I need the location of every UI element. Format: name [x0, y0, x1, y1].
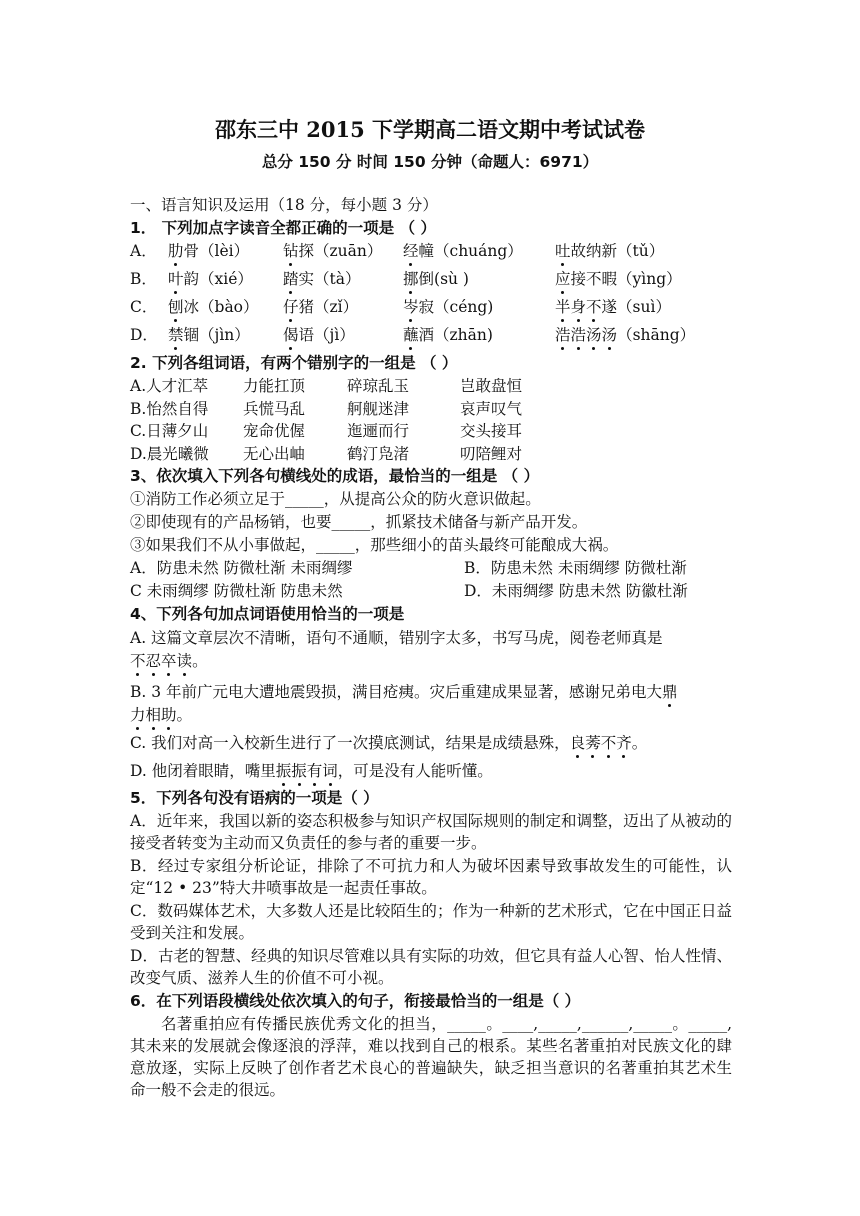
q1-option-label: D． [130, 326, 158, 344]
q3-stem: 3、依次填入下列各句横线处的成语，最恰当的一组是 （ ） [130, 467, 540, 485]
q5-option-b: B．经过专家组分析论证，排除了不可抗力和人为破坏因素导致事故发生的可能性，认定“12 • 23”特大井喷事故是一起责任事故。 [130, 857, 732, 897]
q2-option-word: 叨陪鲤对 [460, 444, 523, 463]
text: （shāng） [617, 326, 696, 344]
emphasis-char: 应 [555, 270, 571, 288]
emphasis-char: 蘸 [403, 326, 419, 344]
q5-option-d: D．古老的智慧、经典的知识尽管难以具有实际的功效，但它具有益人心智、怡人性情、改变气质、滋养人生的价值不可小视。 [130, 947, 732, 987]
emphasis-char: 汤 [601, 326, 618, 344]
q2-option-word: 碎琼乱玉 [347, 377, 410, 395]
dotted-word [403, 298, 419, 316]
emphasis-char: 齐 [616, 734, 632, 752]
dotted-word [168, 326, 184, 344]
text: 猪（zǐ） [298, 298, 359, 316]
text: 。 [192, 652, 208, 670]
q1-option-item [403, 296, 493, 318]
dotted-word [276, 762, 338, 780]
q2-option-word: 舸舰迷津 [347, 399, 410, 418]
emphasis-char: 助 [161, 706, 177, 724]
dotted-word [168, 242, 184, 260]
q4-option-d [130, 760, 493, 782]
text: 故纳新（tǔ） [570, 242, 665, 260]
dotted-word [283, 298, 299, 316]
q2-option-word: 宠命优偓 [243, 422, 306, 440]
text: 探（zuān） [298, 242, 383, 260]
q2-option-word: 力能扛顶 [243, 377, 306, 395]
q1-option-label: C． [130, 298, 158, 316]
emphasis-char: 卒 [161, 652, 177, 670]
q6-passage: 名著重拍应有传播民族优秀文化的担当，_____。____,_____,______,_____。_____,其未来的发展就会像逐浪的浮萍，难以找到自己的根系。某些名著重拍对民族文化的肆意放逐，实际上反映了创作者艺术良心的普遍缺失，缺乏担当意识的名著重拍其艺术生命一般不会走的很远。 [130, 1015, 732, 1099]
text: 。 [176, 706, 193, 724]
emphasis-char: 力 [130, 706, 146, 724]
q1-option-item [555, 324, 695, 346]
emphasis-char: 禁 [168, 326, 184, 344]
emphasis-char: 半 [555, 298, 571, 316]
dotted-word [283, 270, 299, 288]
emphasis-char: 忍 [145, 652, 162, 670]
emphasis-char: 有 [306, 762, 323, 780]
q1-option-item [403, 268, 469, 290]
emphasis-char: 吐 [555, 242, 571, 260]
q3-option-c: C 未雨绸缪 防微杜渐 防患未然 [130, 582, 343, 600]
emphasis-char: 刨 [168, 298, 184, 316]
text: 冰（bào） [183, 298, 259, 316]
text: B. 3 年前广元电大遭地震毁损，满目疮痍。灾后重建成果显著，感谢兄弟电大 [130, 683, 663, 701]
emphasis-char: 踏 [283, 270, 299, 288]
dotted-word [283, 326, 299, 344]
emphasis-char: 叶 [168, 270, 184, 288]
q1-option-label: A． [130, 242, 157, 260]
dotted-word [403, 326, 419, 344]
q3-option-a: A．防患未然 防微杜渐 未雨绸缪 [130, 559, 353, 577]
dotted-word [403, 242, 419, 260]
text: 骨（lèi） [183, 242, 250, 260]
dotted-word [168, 270, 184, 288]
q4-option-b-line2 [130, 704, 192, 726]
q5-option-c: C．数码媒体艺术，大多数人还是比较陌生的；作为一种新的艺术形式，它在中国正日益受到关注和发展。 [130, 902, 732, 942]
q5-stem: 5．下列各句没有语病的一项是（ ） [130, 789, 379, 807]
q6-stem: 6．在下列语段横线处依次填入的句子，衔接最恰当的一组是（ ） [130, 992, 581, 1010]
emphasis-char: 不 [586, 298, 602, 316]
dotted-word [168, 298, 184, 316]
emphasis-char: 振 [291, 762, 307, 780]
q4-option-a-line2 [130, 650, 208, 672]
q3-sentence-1: ①消防工作必须立足于_____，从提高公众的防火意识做起。 [130, 490, 541, 508]
text: ，可是没有人能听懂。 [337, 762, 493, 780]
q3-sentence-2: ②即使现有的产品杨销，也要_____，抓紧技术储备与新产品开发。 [130, 513, 588, 531]
page-title: 邵东三中 2015 下学期高二语文期中考试试卷 [214, 117, 646, 142]
emphasis-char: 不 [130, 652, 146, 670]
dotted-word [130, 706, 177, 724]
q2-option-word: 哀声叹气 [460, 399, 523, 418]
q2-option-word: D.晨光曦微 [130, 444, 209, 463]
emphasis-char: 浩 [555, 326, 571, 344]
dotted-word [130, 652, 192, 670]
emphasis-char: 词 [322, 762, 338, 780]
q2-option-word: B.怡然自得 [130, 399, 209, 418]
emphasis-char: 汤 [586, 326, 602, 344]
q4-option-b-line1 [130, 681, 678, 703]
q2-option-word: 兵慌马乱 [243, 399, 306, 418]
q3-option-b: B．防患未然 未雨绸缪 防微杜渐 [464, 559, 687, 577]
dotted-word [555, 298, 602, 316]
q2-option-word: 无心出岫 [243, 444, 306, 463]
text: 遂（suì） [601, 298, 671, 316]
q1-option-label: B． [130, 270, 157, 288]
text: 锢（jìn） [183, 326, 250, 344]
page-subtitle: 总分 150 分 时间 150 分钟（命题人：6971） [261, 153, 599, 171]
q4-option-c [130, 732, 647, 754]
text: D. 他闭着眼睛，嘴里 [130, 762, 276, 780]
emphasis-char: 振 [275, 762, 292, 780]
q1-option-item [168, 324, 250, 346]
emphasis-char: 岑 [403, 298, 419, 316]
text: 。 [631, 734, 648, 752]
emphasis-char: 经 [403, 242, 419, 260]
q4-stem: 4、下列各句加点词语使用恰当的一项是 [130, 605, 405, 623]
q3-option-d: D．未雨绸缪 防患未然 防徽杜渐 [464, 582, 688, 600]
section-heading: 一、语言知识及运用（18 分，每小题 3 分） [130, 196, 438, 214]
emphasis-char: 相 [145, 706, 162, 724]
text: 韵（xié） [183, 270, 253, 288]
emphasis-char: 身 [570, 298, 587, 316]
text: 倒(sù ) [418, 270, 469, 288]
emphasis-char: 仔 [283, 298, 299, 316]
dotted-word [283, 242, 299, 260]
text: 酒（zhān) [418, 326, 493, 344]
q1-option-item [403, 324, 493, 346]
dotted-word [662, 683, 678, 701]
emphasis-char: 钻 [283, 242, 299, 260]
q3-sentence-3: ③如果我们不从小事做起，_____，那些细小的苗头最终可能酿成大祸。 [130, 536, 619, 554]
emphasis-char: 浩 [570, 326, 587, 344]
q1-option-item [168, 268, 253, 290]
emphasis-char: 鼎 [662, 683, 678, 701]
dotted-word [555, 242, 571, 260]
text: 接不暇（yìng） [570, 270, 682, 288]
q1-option-item [403, 240, 523, 262]
q2-stem: 2. 下列各组词语，有两个错别字的一组是 （ ） [130, 354, 458, 372]
dotted-word [555, 270, 571, 288]
q5-option-a: A．近年来，我国以新的姿态积极参与知识产权国际规则的制定和调整，迈出了从被动的接受者转变为主动而又负责任的参与者的重要一步。 [130, 812, 732, 852]
dotted-word [555, 326, 617, 344]
q1-stem: 1． 下列加点字读音全都正确的一项是 （ ） [130, 219, 436, 237]
q1-option-item [555, 240, 664, 262]
q2-option-word: A.人才汇萃 [130, 377, 209, 395]
q1-option-item [283, 268, 361, 290]
q2-option-word: 鹤汀凫渚 [347, 444, 410, 463]
q1-option-item [168, 296, 259, 318]
emphasis-char: 莠 [585, 734, 601, 752]
text: 语（jì） [298, 326, 355, 344]
text: 寂（céng) [418, 298, 494, 316]
q4-option-a-line1: A. 这篇文章层次不清晰，语句不通顺，错别字太多，书写马虎，阅卷老师真是 [130, 629, 663, 647]
dotted-word [570, 734, 632, 752]
emphasis-char: 读 [176, 652, 193, 670]
emphasis-char: 挪 [403, 270, 419, 288]
text: C. 我们对高一入校新生进行了一次摸底测试，结果是成绩悬殊， [130, 734, 570, 752]
q1-option-item [168, 240, 249, 262]
q1-option-item [283, 240, 382, 262]
q2-option-word: 迤逦而行 [347, 422, 410, 440]
text: 实（tà） [298, 270, 361, 288]
emphasis-char: 不 [600, 734, 617, 752]
q1-option-item [555, 268, 682, 290]
emphasis-char: 偈 [283, 326, 299, 344]
q1-option-item [283, 324, 355, 346]
q1-option-item [555, 296, 671, 318]
q2-option-word: 交头接耳 [460, 422, 523, 440]
emphasis-char: 良 [569, 734, 586, 752]
dotted-word [403, 270, 419, 288]
q2-option-word: 岂敢盘恒 [460, 377, 523, 395]
emphasis-char: 肋 [168, 242, 184, 260]
q1-option-item [283, 296, 358, 318]
text: 幢（chuáng） [418, 242, 523, 260]
q2-option-word: C.日薄夕山 [130, 422, 209, 440]
